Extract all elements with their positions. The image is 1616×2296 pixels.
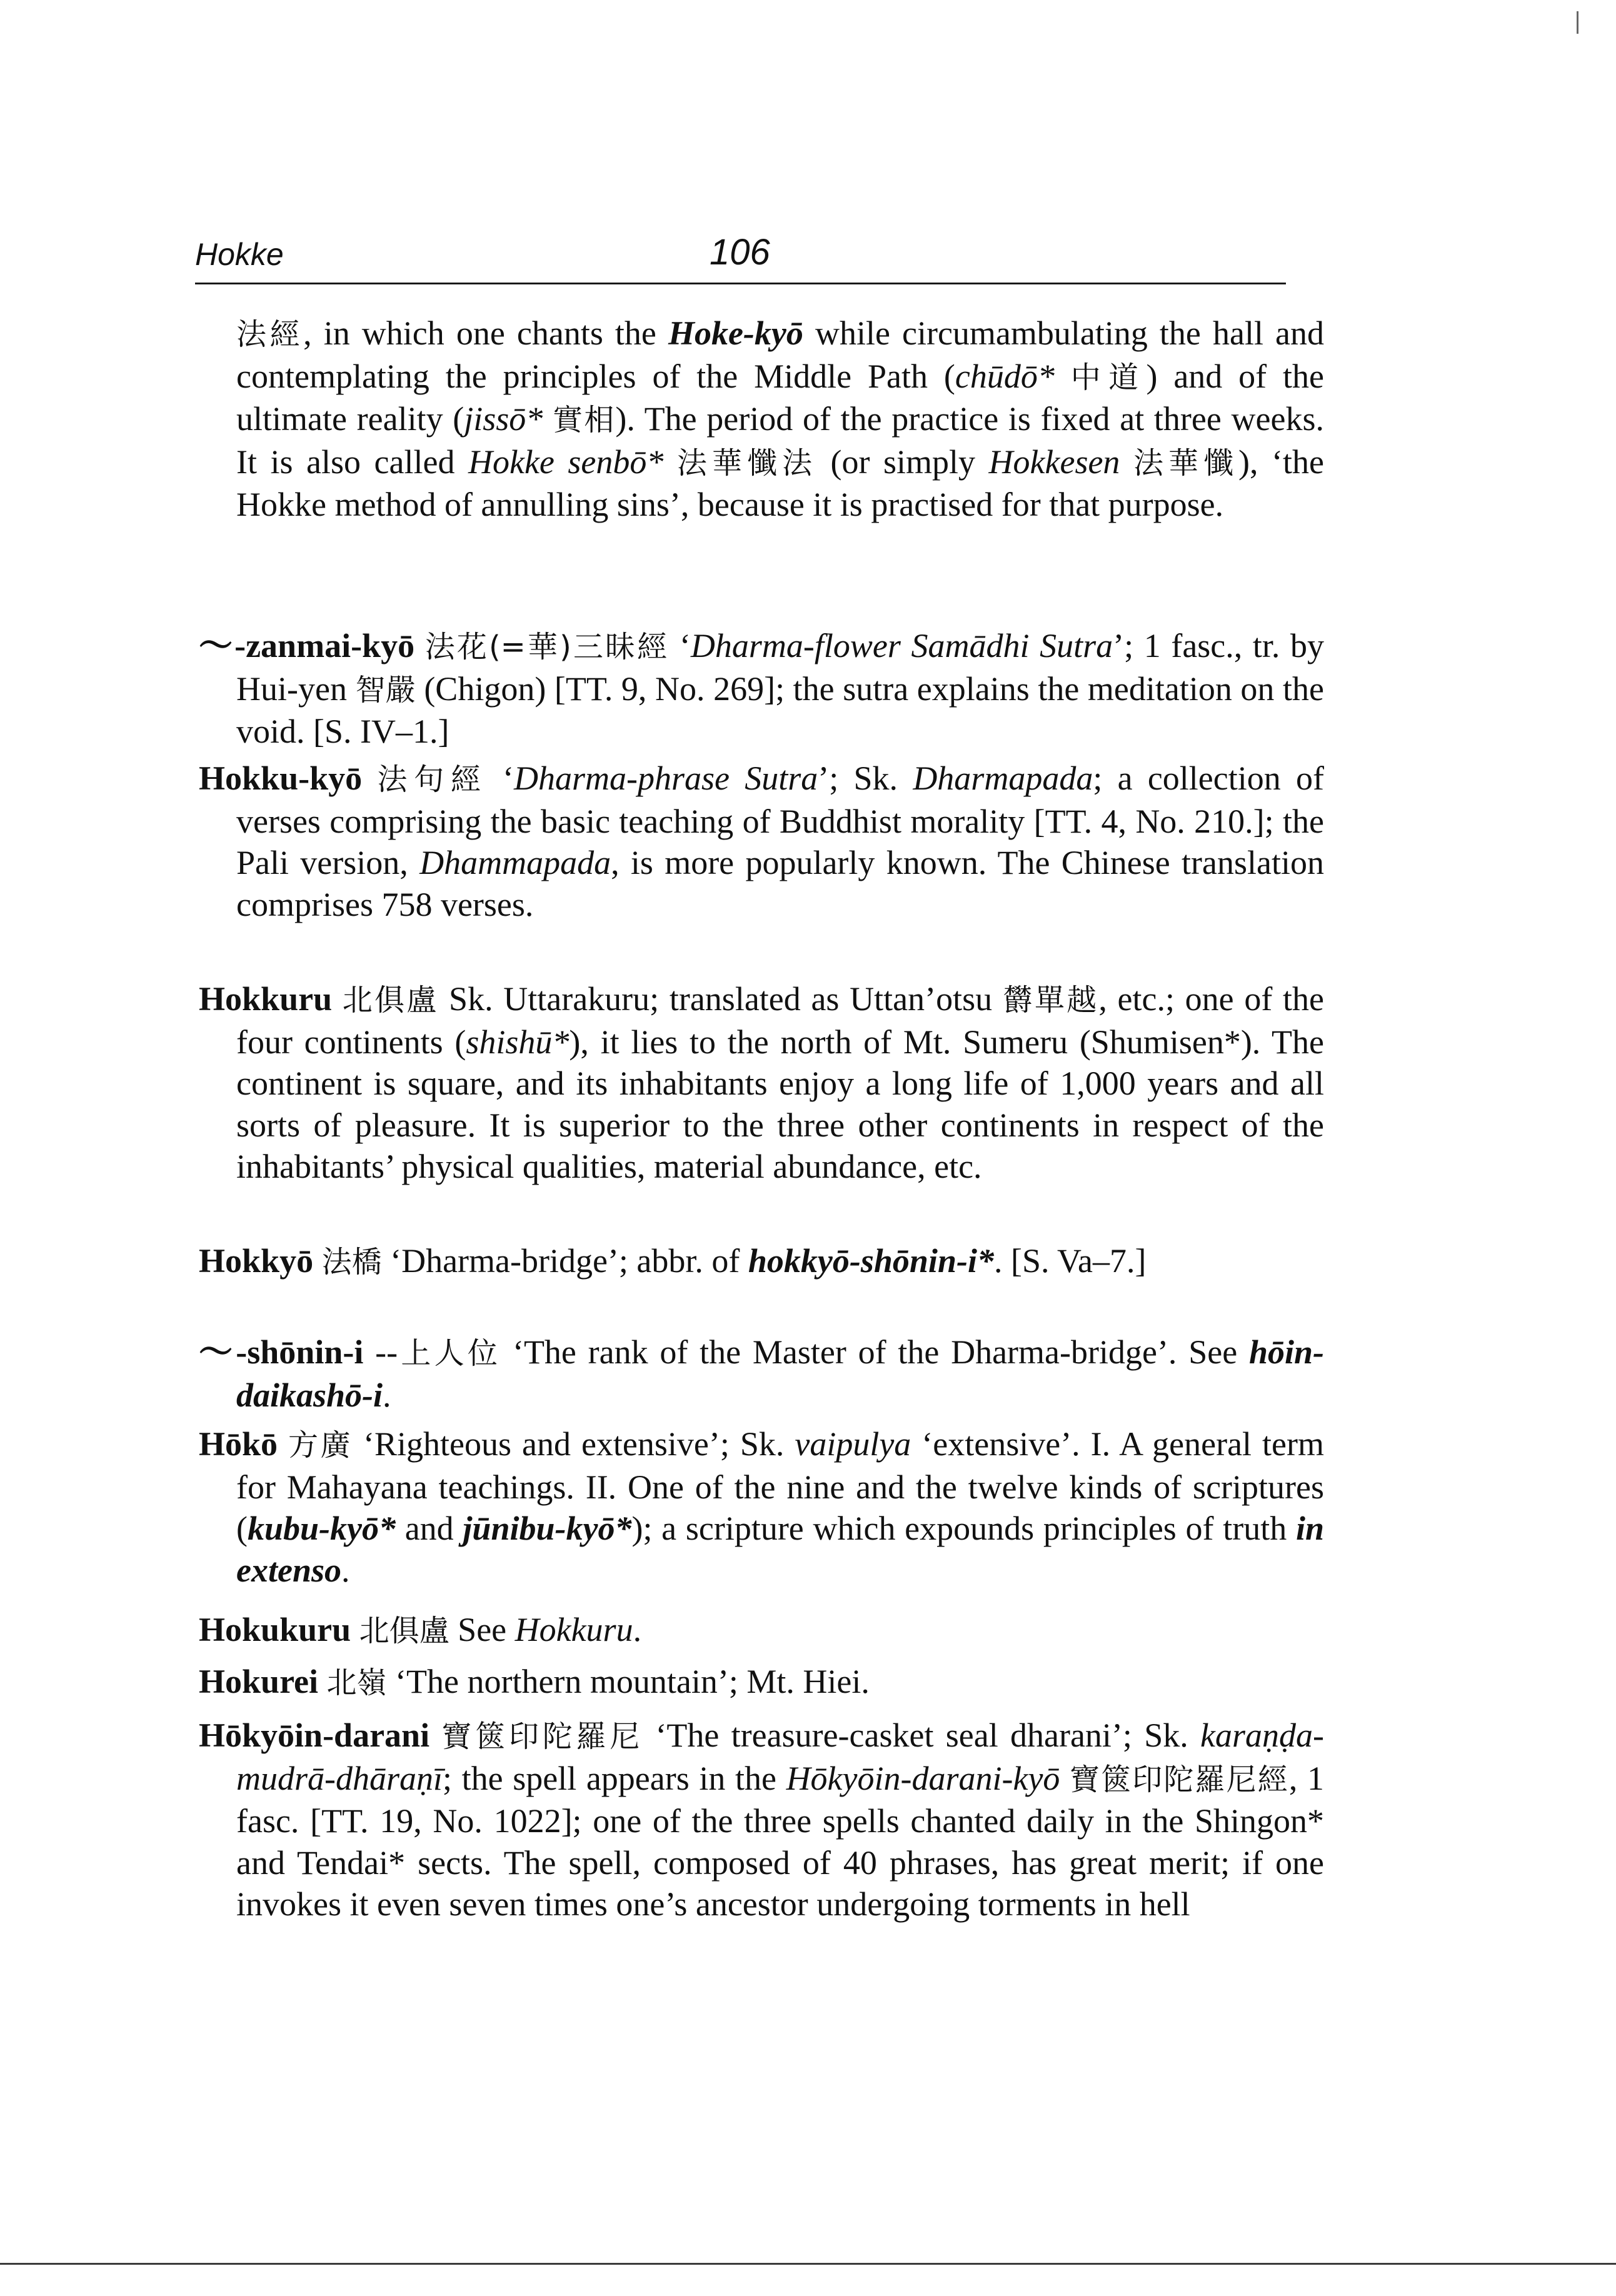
text-segment (543, 400, 553, 438)
text-segment (318, 1663, 327, 1700)
text-segment: ～-shōnin-i (199, 1333, 364, 1371)
text-segment: Hoke-kyō (668, 314, 803, 352)
text-segment: , in which one chants the (303, 314, 668, 352)
text-segment (278, 1425, 288, 1463)
text-segment: while circumambulating the hall and contemplating the principles of the Middle Path ( (236, 314, 1324, 395)
text-segment: kubu-kyō* (247, 1510, 396, 1547)
entry-hokkyo (199, 1240, 1324, 1283)
text-segment: Dhammapada (419, 844, 611, 881)
text-segment: jūnibu-kyō* (463, 1510, 632, 1547)
text-segment: . [S. Va–7.] (993, 1242, 1147, 1280)
text-segment: ; a collection of verses comprising the basic teaching of Buddhist morality [TT. 4, No. 210.]; the Pali version, (236, 759, 1324, 881)
text-segment: ). The period of the practice is fixed at three weeks. It is also called (236, 400, 1324, 481)
running-head: Hokke (195, 237, 284, 272)
text-segment: ‘The rank of the Master of the Dharma-bridge’. See (501, 1333, 1249, 1371)
text-segment: hokkyō-shōnin-i* (748, 1242, 994, 1280)
text-segment: 法句經 (377, 762, 488, 797)
text-segment: ’; Sk. (818, 759, 913, 797)
entry-hoko (199, 1423, 1324, 1591)
text-segment: 寶篋印陀羅尼 (441, 1719, 644, 1754)
text-segment: karaṇḍa-mudrā-dhāraṇī (236, 1717, 1324, 1797)
text-segment (313, 1242, 322, 1280)
text-segment: . (633, 1611, 642, 1648)
text-segment: ; the spell appears in the (443, 1759, 786, 1797)
entry-hokku-kyo (199, 758, 1324, 925)
text-segment: ‘ (487, 759, 514, 797)
text-segment: 上人位 (398, 1336, 501, 1371)
text-segment: ); a scripture which expounds principles of truth (631, 1510, 1296, 1547)
text-segment: ‘Righteous and extensive’; Sk. (353, 1425, 795, 1463)
text-segment: . (341, 1551, 350, 1589)
text-segment: ), it lies to the north of Mt. Sumeru (Shumisen*). The continent is square, and its inhabitants enjoy a long life of 1,000 years and all sorts of pleasure. It is superior to the three other continents in respect of the inhabitants’ physical qualities, material abundance, etc. (236, 1023, 1325, 1185)
text-segment: chūdō* (955, 357, 1055, 395)
text-segment: 方廣 (288, 1428, 353, 1463)
text-segment (414, 627, 425, 664)
edge-mark (1577, 11, 1578, 34)
text-segment: ‘extensive’. I. A general term for Mahayana teachings. II. One of the nine and the twelve kinds of scriptures ( (236, 1425, 1324, 1547)
text-segment: ‘The treasure-casket seal dharani’; Sk. (643, 1717, 1201, 1754)
text-segment: ～-zanmai-kyō (199, 627, 415, 664)
text-segment: 法華懺法 (676, 445, 817, 481)
page-header (195, 233, 1286, 284)
text-segment: Hokke senbō* (468, 443, 664, 481)
text-segment: 中道 (1070, 359, 1147, 395)
text-segment: Dharma-phrase Sutra (513, 759, 818, 797)
text-segment: , is more popularly known. The Chinese translation comprises 758 verses. (236, 844, 1324, 923)
text-segment: 智嚴 (355, 672, 416, 708)
text-segment: jissō* (464, 400, 543, 438)
text-segment (332, 980, 343, 1018)
text-segment: ) and of the ultimate reality ( (236, 357, 1324, 438)
text-segment: Hokkesen (988, 443, 1120, 481)
text-segment: Hokukuru (199, 1611, 351, 1648)
text-segment: See (449, 1611, 515, 1648)
text-segment: , 1 fasc. [TT. 19, No. 1022]; one of the three spells chanted daily in the Shingon* and Tendai* sects. The spell, composed of 40 phrases, has great merit; if one invokes it even seven times one’s ancestor undergoing torments in hell (236, 1759, 1324, 1923)
text-segment: hōin-daikashō-i (236, 1333, 1324, 1414)
text-segment (362, 759, 377, 797)
text-segment: Hōkō (199, 1425, 278, 1463)
text-segment: and (396, 1510, 463, 1547)
text-segment: 寶篋印陀羅尼經 (1070, 1762, 1289, 1797)
text-segment (429, 1717, 441, 1754)
entry-hokukuru (199, 1609, 1324, 1652)
text-segment: 法花(=華)三昧經 (424, 629, 670, 664)
text-segment: Hōkyōin-darani (199, 1717, 430, 1754)
text-segment: 北俱盧 (342, 983, 439, 1018)
text-segment: ‘Dharma-bridge’; abbr. of (381, 1242, 748, 1280)
text-segment: 實相 (553, 403, 616, 438)
text-segment: 欝單越 (1002, 983, 1099, 1018)
text-segment (663, 443, 677, 481)
entry-hokkuru (199, 978, 1324, 1188)
text-segment: ‘ (669, 627, 691, 664)
text-segment: Hokurei (199, 1663, 319, 1700)
text-segment (1120, 443, 1133, 481)
text-segment: Hokkuru (199, 980, 333, 1018)
text-segment (1055, 358, 1071, 395)
text-segment: Hokkuru (514, 1611, 633, 1648)
entry-hokurei (199, 1661, 1324, 1704)
text-segment: -- (363, 1333, 398, 1371)
text-segment: (Chigon) [TT. 9, No. 269]; the sutra explains the meditation on the void. [S. IV–1.] (236, 669, 1324, 750)
text-segment: shishū* (466, 1023, 570, 1061)
text-segment: Hokkyō (199, 1242, 314, 1280)
text-segment: . (383, 1376, 391, 1414)
text-segment: 法橋 (321, 1245, 382, 1280)
text-segment: 北嶺 (326, 1665, 387, 1700)
text-segment: ’; 1 fasc., tr. by Hui-yen (236, 627, 1324, 708)
text-segment: vaipulya (795, 1425, 911, 1463)
entry-hokyoin-darani (199, 1715, 1324, 1925)
text-segment: 法華懺 (1133, 445, 1239, 481)
text-segment: Sk. Uttarakuru; translated as Uttan’otsu (438, 980, 1003, 1018)
text-segment: in extenso (236, 1510, 1324, 1589)
text-segment: 北俱盧 (359, 1613, 449, 1648)
text-segment: ), ‘the Hokke method of annulling sins’, because it is practised for that purpose. (236, 443, 1324, 523)
text-segment: 法經 (236, 317, 304, 352)
entry-zanmai-kyo (199, 625, 1324, 753)
text-segment: Dharmapada (913, 759, 1093, 797)
text-segment: ‘The northern mountain’; Mt. Hiei. (386, 1663, 870, 1700)
bottom-rule (0, 2263, 1616, 2265)
text-segment: Hōkyōin-darani-kyō (786, 1759, 1060, 1797)
text-segment: Hokku-kyō (199, 759, 363, 797)
entry-shonin-i (199, 1331, 1324, 1416)
text-segment: Dharma-flower Samādhi Sutra (690, 627, 1113, 664)
page-number: 106 (710, 232, 770, 273)
entry-continuation (199, 313, 1324, 526)
text-segment (351, 1611, 359, 1648)
text-segment: , etc.; one of the four continents ( (236, 980, 1324, 1061)
text-segment: (or simply (817, 443, 989, 481)
text-segment (1060, 1760, 1070, 1797)
